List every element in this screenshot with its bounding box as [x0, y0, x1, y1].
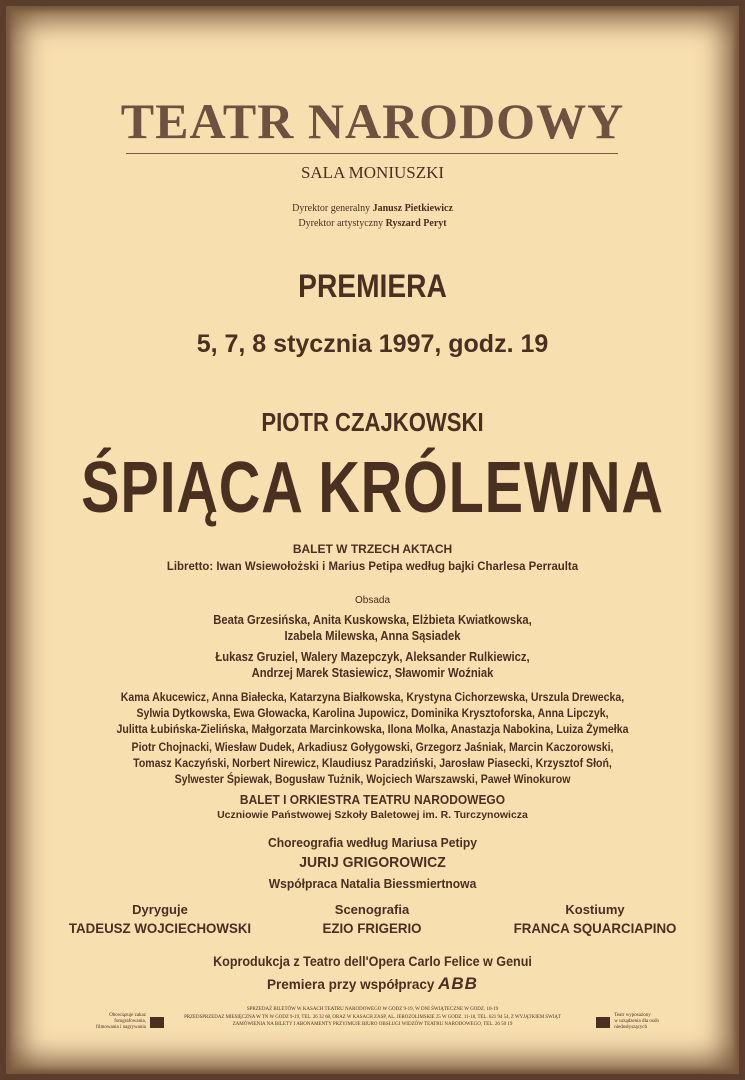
artistic-director [0, 218, 745, 229]
cast-line: Julitta Łubińska-Zielińska, Małgorzata Marcinkowska, Ilona Molka, Anastazja Nabokina, Luiza Żymełka [116, 722, 629, 736]
footer-line: SPRZEDAŻ BILETÓW W KASACH TEATRU NARODOWEGO W GODZ 9-19, W DNI ŚWIĄTECZNE W GODZ. 10-19 [246, 1007, 499, 1012]
students-credit: Uczniowie Państwowej Szkoły Baletowej im. R. Turczynowicza [217, 809, 528, 821]
general-director [0, 203, 745, 214]
premiere-dates: 5, 7, 8 stycznia 1997, godz. 19 [196, 330, 549, 358]
cast-line: Beata Grzesińska, Anita Kuskowska, Elżbieta Kwiatkowska, [213, 613, 532, 627]
coproduction: Koprodukcja z Teatro dell'Opera Carlo Felice w Genui [213, 954, 532, 969]
cast-line: Sylwia Dytkowska, Ewa Głowacka, Karolina Jupowicz, Dominika Krysztoforska, Anna Lipczyk, [136, 706, 609, 720]
note-line: fotografowania, [114, 1019, 146, 1024]
credit-name: FRANCA SQUARCIAPINO [513, 920, 677, 936]
work-subtitle: BALET W TRZECH AKTACH [292, 542, 453, 556]
note-line: w urządzenia dla osób [614, 1019, 659, 1024]
header-divider [126, 153, 618, 154]
note-line: niedosłyszących [614, 1025, 648, 1030]
cast-line: Łukasz Gruziel, Walery Mazepczyk, Aleksander Rulkiewicz, [215, 650, 530, 664]
credit-set-design [292, 902, 452, 936]
footer-line: ZAMÓWIENIA NA BILETY I ABONAMENTY PRZYJMUJE BIURO OBSŁUGI WIDZÓW TEATRU NARODOWEGO, TEL. 26 50 19 [232, 1022, 513, 1027]
hearing-aid-icon [596, 1017, 610, 1028]
no-camera-icon [150, 1017, 164, 1028]
credit-name: EZIO FRIGERIO [322, 920, 422, 936]
libretto-credit: Libretto: Iwan Wsiewołożski i Marius Petipa według bajki Charlesa Perraulta [166, 559, 579, 573]
composer-name: PIOTR CZAJKOWSKI [261, 407, 484, 437]
artistic-director-label: Dyrektor artystyczny [298, 218, 384, 229]
credit-label: Scenografia [334, 902, 410, 917]
credit-label: Kostiumy [565, 902, 625, 917]
work-title: ŚPIĄCA KRÓLEWNA [81, 448, 664, 528]
cast-line: Kama Akucewicz, Anna Białecka, Katarzyna Białkowska, Krystyna Cichorzewska, Urszula Drewecka, [120, 690, 625, 704]
credit-conductor [55, 902, 265, 936]
credit-name: TADEUSZ WOJCIECHOWSKI [68, 920, 252, 936]
note-line: filmowania i nagrywania [96, 1025, 146, 1030]
cast-line: Andrzej Marek Stasiewicz, Sławomir Woźniak [251, 666, 494, 680]
artistic-director-name: Ryszard Peryt [385, 218, 447, 229]
sponsor-line [0, 974, 745, 994]
company-name: BALET I ORKIESTRA TEATRU NARODOWEGO [239, 792, 506, 807]
credit-label: Dyryguje [132, 902, 188, 917]
abb-logo: ABB [438, 974, 478, 993]
cast-line: Piotr Chojnacki, Wiesław Dudek, Arkadiusz Gołygowski, Grzegorz Jaśniak, Marcin Kaczorowski, [131, 740, 614, 754]
hearing-note [596, 1013, 659, 1031]
general-director-name: Janusz Pietkiewicz [372, 203, 453, 214]
sponsor-label: Premiera przy współpracy [267, 977, 435, 992]
cast-line: Izabela Milewska, Anna Sąsiadek [284, 629, 461, 643]
cast-line: Sylwester Śpiewak, Bogusław Tużnik, Wojciech Warszawski, Paweł Winokurow [174, 772, 571, 786]
hall-name: SALA MONIUSZKI [300, 163, 445, 182]
choreography-label: Choreografia według Mariusa Petipy [268, 835, 477, 850]
credit-costumes [490, 902, 700, 936]
no-photo-note [96, 1013, 164, 1031]
cast-line: Tomasz Kaczyński, Norbert Nirewicz, Klaudiusz Paradziński, Jarosław Piasecki, Krzysztof Słoń, [133, 756, 612, 770]
note-line: Obowiązuje zakaz [109, 1013, 146, 1018]
theatre-name: TEATR NARODOWY [120, 93, 625, 149]
premiere-label: PREMIERA [298, 268, 447, 304]
choreography-collab: Współpraca Natalia Biessmiertnowa [268, 876, 477, 891]
cast-label: Obsada [354, 595, 391, 606]
note-line: Teatr wyposażony [614, 1013, 651, 1018]
footer-line: PRZEDSPRZEDAŻ MIESIĘCZNA W TN W GODZ 9-19, TEL. 26 32 68, ORAZ W KASACH ZASP, AL. JEROZOLIMSKIE 25 W GODZ. 11-18, TEL. 621 94 54, Z WYJĄTKIEM ŚWIĄT [184, 1015, 561, 1020]
choreographer-name: JURIJ GRIGOROWICZ [299, 854, 446, 871]
general-director-label: Dyrektor generalny [292, 203, 371, 214]
